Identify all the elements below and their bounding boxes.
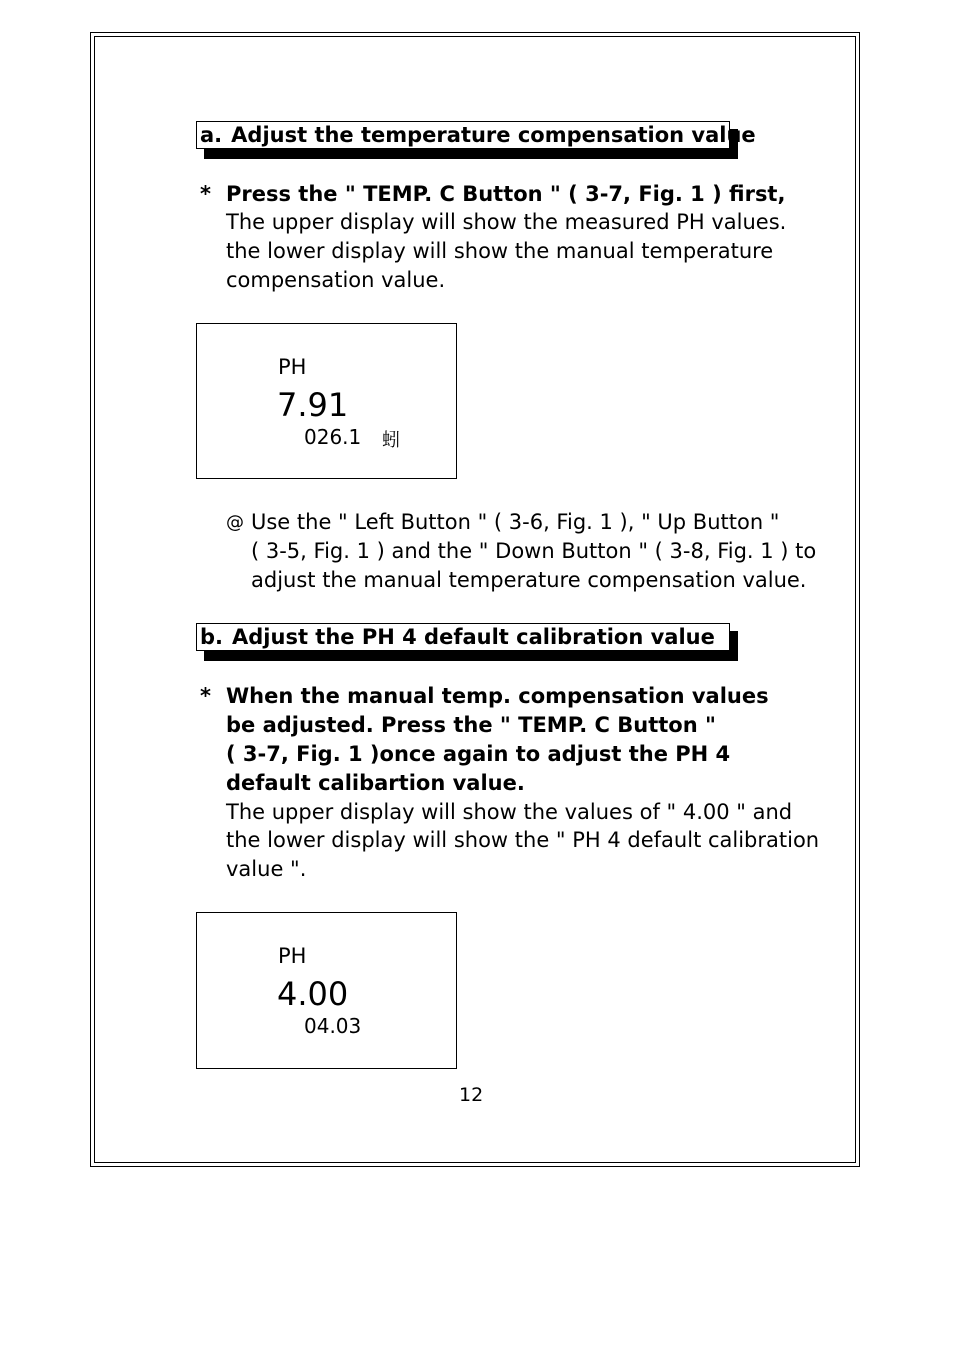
section-a-heading bbox=[196, 121, 756, 161]
section-b-line: the lower display will show the " PH 4 default calibration bbox=[226, 828, 820, 852]
page-number: 12 bbox=[459, 1084, 484, 1106]
section-b-line: value ". bbox=[226, 857, 307, 881]
section-a-line: compensation value. bbox=[226, 268, 446, 292]
display-main-value: 7.91 bbox=[277, 386, 349, 424]
section-a-line: The upper display will show the measured PH values. bbox=[226, 210, 787, 234]
note-line: ( 3-5, Fig. 1 ) and the " Down Button " ( 3-8, Fig. 1 ) to bbox=[251, 539, 817, 563]
bullet-star: * bbox=[200, 684, 211, 708]
section-b-bold-line: default calibartion value. bbox=[226, 771, 525, 795]
heading-box bbox=[196, 121, 756, 149]
section-a-title: Adjust the temperature compensation value bbox=[231, 123, 756, 147]
section-b-title: Adjust the PH 4 default calibration value bbox=[232, 625, 715, 649]
section-b-bold-line: When the manual temp. compensation values bbox=[226, 684, 769, 708]
section-a-line: the lower display will show the manual temperature bbox=[226, 239, 774, 263]
display-main-value: 4.00 bbox=[277, 975, 349, 1013]
section-b-letter: b. bbox=[200, 625, 224, 649]
section-b-bold-line: be adjusted. Press the " TEMP. C Button " bbox=[226, 713, 716, 737]
heading-box bbox=[196, 623, 730, 651]
display-sub-value: 026.1 bbox=[304, 425, 362, 449]
display-sub-value: 04.03 bbox=[304, 1014, 362, 1038]
display-label: PH bbox=[278, 355, 307, 379]
display-label: PH bbox=[278, 944, 307, 968]
display-unit: 蚓 bbox=[382, 430, 400, 451]
lcd-display-b bbox=[196, 912, 457, 1069]
note-symbol: @ bbox=[226, 512, 244, 533]
bullet-star: * bbox=[200, 182, 211, 206]
section-b-heading bbox=[196, 623, 738, 663]
note-line: Use the " Left Button " ( 3-6, Fig. 1 ), " Up Button " bbox=[251, 510, 780, 534]
section-a-letter: a. bbox=[200, 123, 223, 147]
section-a-bold-line: Press the " TEMP. C Button " ( 3-7, Fig. 1 ) first, bbox=[226, 182, 786, 206]
section-b-line: The upper display will show the values of " 4.00 " and bbox=[226, 800, 793, 824]
lcd-display-a bbox=[196, 323, 457, 479]
note-line: adjust the manual temperature compensation value. bbox=[251, 568, 807, 592]
section-b-bold-line: ( 3-7, Fig. 1 )once again to adjust the PH 4 bbox=[226, 742, 731, 766]
